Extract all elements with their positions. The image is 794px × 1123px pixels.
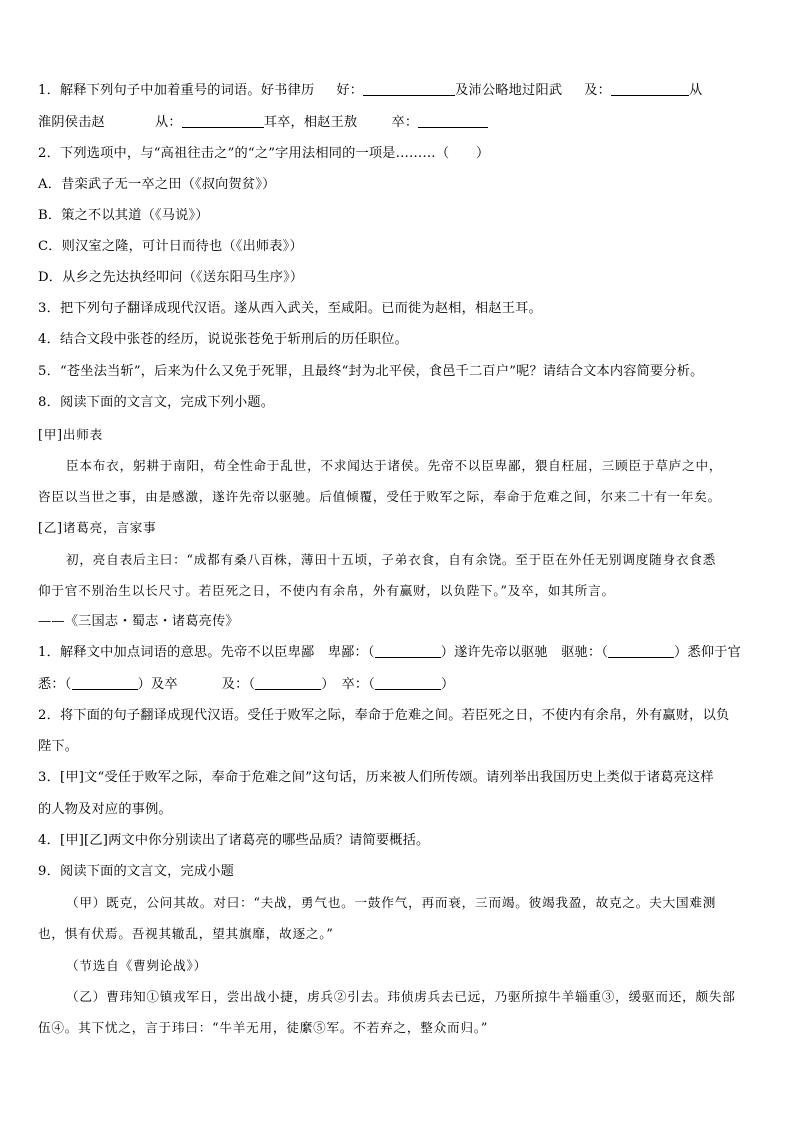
question-8: 8．阅读下面的文言文，完成下列小题。 bbox=[38, 395, 275, 410]
q1-label-cong: 从： bbox=[154, 115, 182, 130]
answer-blank-cong[interactable] bbox=[182, 113, 264, 128]
q1-label-ji: 及： bbox=[584, 83, 612, 98]
subquestion-1-line-2 bbox=[38, 675, 756, 695]
answer-blank-quchi[interactable] bbox=[608, 643, 674, 658]
q1-sentence-3-end: 淮阴侯击赵 bbox=[38, 115, 105, 130]
passage-yi-source: ——《三国志・蜀志・诸葛亮传》 bbox=[38, 614, 239, 629]
question-4: 4．结合文段中张苍的经历，说说张苍免于斩刑后的历任职位。 bbox=[38, 332, 409, 347]
q1-label-hao: 好： bbox=[336, 83, 364, 98]
question-2: 2．下列选项中，与“高祖往击之”的“之”字用法相同的一项是………（ ） bbox=[38, 146, 490, 161]
sq1-xi-label: 悉：（ bbox=[38, 677, 72, 692]
answer-blank-zu[interactable] bbox=[418, 113, 488, 128]
option-b: B．策之不以其道（《马说》） bbox=[38, 208, 209, 223]
q1-sentence-4: 耳卒，相赵王敖 bbox=[263, 115, 358, 130]
passage-yi-line-2: 仰于官不别治生以长尺寸。若臣死之日，不使内有余帛，外有赢财，以负陛下。”及卒，如其所言。 bbox=[38, 583, 615, 598]
passage-yi-line-1: 初，亮自表后主曰：“成都有桑八百株，薄田十五顷，子弟衣食，自有余饶。至于臣在外任无别调度随身衣食悉 bbox=[66, 552, 717, 567]
sq1-ji-label: 及：（ bbox=[221, 677, 256, 692]
option-a: A．昔栾武子无一卒之田（《叔向贺贫》） bbox=[38, 177, 276, 192]
sq1-jizu-sentence: ）及卒 bbox=[137, 677, 178, 692]
option-c: C．则汉室之隆，可计日而待也（《出师表》） bbox=[38, 239, 303, 254]
passage-9-yi-line-2: 伍④。其下忧之，言于玮曰：“牛羊无用，徒縻⑤军。不若弃之，整众而归。” bbox=[38, 1020, 489, 1035]
subquestion-3-line-2: 的人物及对应的事例。 bbox=[38, 802, 172, 817]
q1-sentence-3-start: 从 bbox=[689, 83, 703, 98]
question-5: 5．“苍坐法当斩”，后来为什么又免于死罪，且最终“封为北平侯，食邑千二百户”呢？请结合文本内容简要分析。 bbox=[38, 364, 704, 379]
passage-jia-line-2: 咨臣以当世之事，由是感激，遂许先帝以驱驰。后值倾覆，受任于败军之际，奉命于危难之间，尔来二十有一年矣。 bbox=[38, 489, 722, 504]
answer-blank-hao[interactable] bbox=[363, 81, 455, 96]
sq1-zu-label: ） 卒：（ bbox=[321, 677, 376, 692]
passage-jia-line-1: 臣本布衣，躬耕于南阳，苟全性命于乱世，不求闻达于诸侯。先帝不以臣卑鄙，猥自枉屈，三顾臣于草庐之中， bbox=[66, 458, 723, 473]
question-9: 9．阅读下面的文言文，完成小题 bbox=[38, 864, 235, 879]
subquestion-2-line-1: 2．将下面的句子翻译成现代汉语。受任于败军之际，奉命于危难之间。若臣死之日，不使内有余帛，外有赢财，以负 bbox=[38, 708, 730, 723]
answer-blank-xi[interactable] bbox=[72, 675, 138, 690]
answer-blank-beibi[interactable] bbox=[375, 643, 441, 658]
answer-blank-zu2[interactable] bbox=[375, 675, 441, 690]
sq1-quchi-label: ）遂许先帝以驱驰 驱驰：（ bbox=[440, 645, 609, 660]
q1-label-zu: 卒： bbox=[391, 115, 419, 130]
passage-9-jia-line-2: 也，惧有伏焉。吾视其辙乱，望其旗靡，故逐之。” bbox=[38, 926, 334, 941]
option-d: D．从乡之先达执经叩问（《送东阳马生序》） bbox=[38, 270, 304, 285]
subquestion-2-line-2: 陛下。 bbox=[38, 739, 79, 754]
question-1-line-2 bbox=[38, 113, 756, 133]
subquestion-4: 4．[甲][乙]两文中你分别读出了诸葛亮的哪些品质？请简要概括。 bbox=[38, 833, 430, 848]
passage-9-yi-line-1: （乙）曹玮知①镇戎军日，尝出战小捷，虏兵②引去。玮侦虏兵去已远，乃驱所掠牛羊辎重③，缓驱而还，颇失部 bbox=[66, 989, 736, 1004]
answer-blank-ji2[interactable] bbox=[255, 675, 321, 690]
q1-sentence-2: 及沛公略地过阳武 bbox=[455, 83, 563, 98]
sq1-beibi-label: 1．解释文中加点词语的意思。先帝不以臣卑鄙 卑鄙：（ bbox=[38, 645, 375, 660]
q1-prompt: 1．解释下列句子中加着重号的词语。好书律历 bbox=[38, 83, 315, 98]
question-3: 3．把下列句子翻译成现代汉语。遂从西入武关，至咸阳。已而徙为赵相，相赵王耳。 bbox=[38, 301, 542, 316]
subquestion-1-line-1 bbox=[38, 643, 756, 663]
sq1-close-paren: ） bbox=[441, 677, 455, 692]
passage-yi-title: [乙]诸葛亮，言家事 bbox=[38, 520, 157, 535]
answer-blank-ji[interactable] bbox=[611, 81, 689, 96]
passage-9-jia-source: （节选自《曹刿论战》） bbox=[66, 958, 208, 973]
sq1-xi-sentence: ）悉仰于官 bbox=[674, 645, 742, 660]
passage-9-jia-line-1: （甲）既克，公问其故。对曰：“夫战，勇气也。一鼓作气，再而衰，三而竭。彼竭我盈，故克之。夫大国难测 bbox=[66, 895, 717, 910]
subquestion-3-line-1: 3．[甲]文“受任于败军之际，奉命于危难之间”这句话，历来被人们所传颂。请列举出我国历史上类似于诸葛亮这样 bbox=[38, 770, 714, 785]
question-1-line-1 bbox=[38, 81, 756, 101]
passage-jia-title: [甲]出师表 bbox=[38, 427, 104, 442]
